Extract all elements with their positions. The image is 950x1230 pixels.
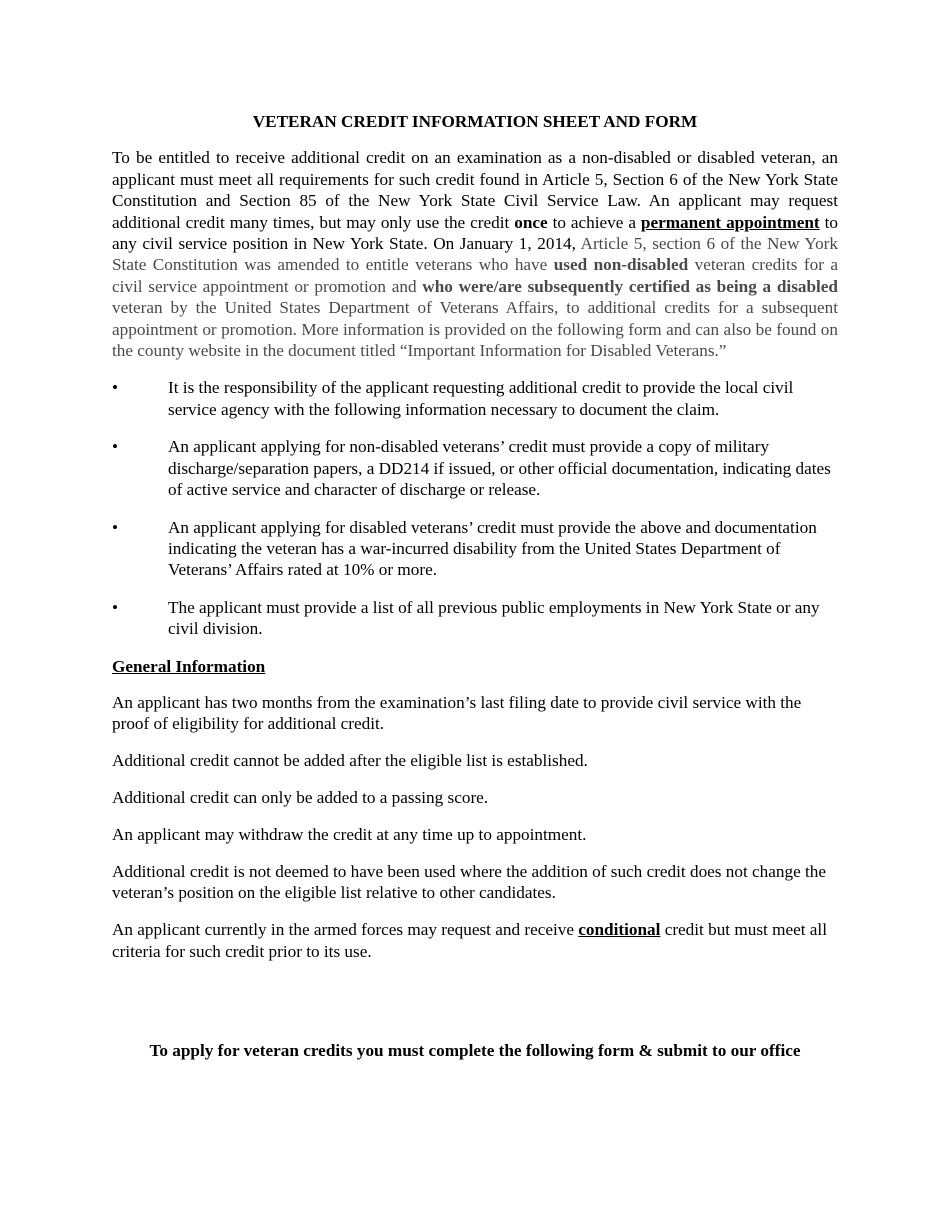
general-paragraph-6: An applicant currently in the armed forces may request and receive conditional credit but must meet all criteria for such credit prior to its use. [112, 920, 827, 961]
bullet-icon: • [112, 437, 119, 457]
general-paragraph-5: Additional credit is not deemed to have been used where the addition of such credit does not change the veteran’s position on the eligible list relative to other candidates. [112, 861, 827, 903]
list-item: • An applicant applying for non-disabled veterans’ credit must provide a copy of military discharge/separation papers, a DD214 if issued, or other official documentation, indicating dates of active service and character of discharge or release. [112, 437, 831, 500]
list-item: • The applicant must provide a list of all previous public employments in New York State or any civil division. [112, 597, 820, 639]
list-item: • It is the responsibility of the applicant requesting additional credit to provide the local civil service agency with the following information necessary to document the claim. [112, 378, 794, 419]
bullet-icon: • [112, 517, 119, 537]
bullet-icon: • [112, 378, 119, 398]
intro-text-1: To be entitled to receive additional credit on an examination as a non-disabled or disabled veteran, an applicant must meet all requirements for such credit found in Article 5, Section 6 of the New York State Constitution and Section 85 of the New York State Civil Service Law. An applicant may request additional credit many times, but may only use the credit [112, 148, 838, 232]
general-information-heading: General Information [112, 656, 266, 676]
conditional-emphasis: conditional [578, 920, 661, 940]
intro-amendment-text-3: veteran by the United States Department of Veterans Affairs, to additional credits for a subsequent appointment or promotion. More information is provided on the following form and can also be found on the county website in the document titled “Important Information for Disabled Veterans.” [112, 298, 838, 361]
requirements-list [112, 377, 838, 639]
intro-text-2: to achieve a [547, 212, 641, 232]
intro-bold-once: once [514, 212, 548, 232]
intro-text-3: to any civil service position in New York State. On January 1, 2014, [112, 212, 838, 254]
document-page [112, 111, 838, 978]
intro-paragraph [112, 147, 838, 361]
general-paragraph-1: An applicant has two months from the examination’s last filing date to provide civil service with the proof of eligibility for additional credit. [112, 692, 802, 734]
intro-amendment-text-1: Article 5, section 6 of the New York State Constitution was amended to entitle veterans who have [112, 234, 838, 275]
apply-instruction: To apply for veteran credits you must complete the following form & submit to our office [149, 1041, 801, 1060]
intro-bold-subsequently-certified: who were/are subsequently certified as being a disabled [422, 276, 838, 296]
general-paragraph-3: Additional credit can only be added to a passing score. [112, 788, 489, 808]
document-title: VETERAN CREDIT INFORMATION SHEET AND FORM [252, 112, 698, 131]
bullet-icon: • [112, 597, 119, 617]
list-item: • An applicant applying for disabled veterans’ credit must provide the above and documentation indicating the veteran has a war-incurred disability from the United States Department of Veterans’ Affairs rated at 10% or more. [112, 517, 817, 580]
intro-amendment-text-2: veteran credits for a civil service appointment or promotion and [112, 255, 838, 296]
intro-bold-used-non-disabled: used non-disabled [553, 255, 689, 275]
intro-bold-permanent-appointment: permanent appointment [640, 212, 820, 232]
general-paragraph-4: An applicant may withdraw the credit at any time up to appointment. [112, 825, 587, 845]
general-paragraph-2: Additional credit cannot be added after the eligible list is established. [112, 751, 588, 771]
